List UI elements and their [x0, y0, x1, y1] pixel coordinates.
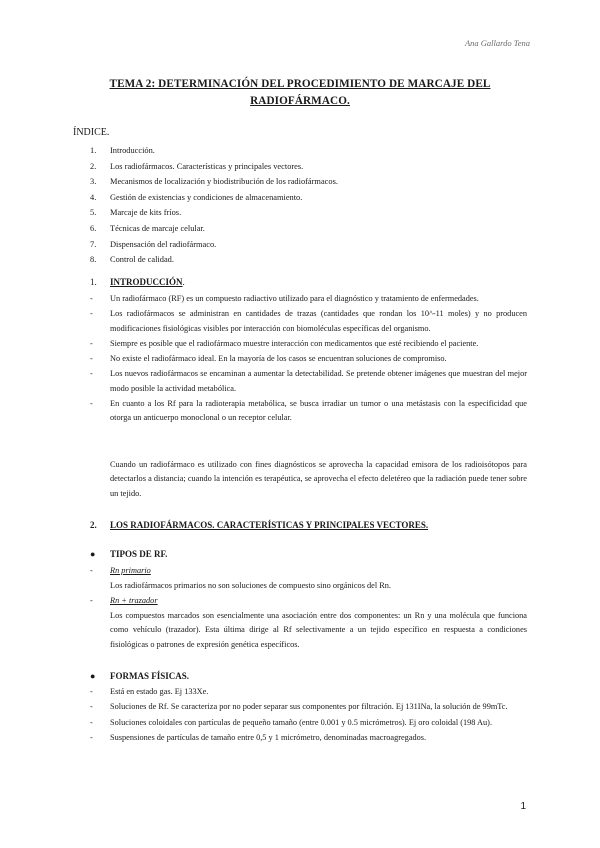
index-item: 5. Marcaje de kits fríos. [90, 208, 182, 218]
index-item: 8. Control de calidad. [90, 255, 174, 265]
forms-bullets [90, 685, 527, 746]
types-heading: ● TIPOS DE RF. [90, 549, 168, 559]
list-item: - Un radiofármaco (RF) es un compuesto radiactivo utilizado para el diagnóstico y tratamiento de enfermedades. [90, 294, 479, 303]
type-text: Los radiofármacos primarios no son soluciones de compuesto sino orgánicos del Rn. [110, 581, 391, 590]
list-item: - Los nuevos radiofármacos se encaminan a aumentar la detectabilidad. Se pretende obtener imágenes que muestran del mejor modo posible la actividad metabólica. [90, 369, 527, 393]
list-item: - Suspensiones de partículas de tamaño entre 0,5 y 1 micrómetro, denominadas macroagregados. [90, 732, 427, 742]
list-item: - En cuanto a los Rf para la radioterapia metabólica, se busca irradiar un tumor o una metástasis con la especificidad que otorga un anticuerpo monoclonal o un receptor celular. [90, 399, 527, 423]
page-title: TEMA 2: DETERMINACIÓN DEL PROCEDIMIENTO DE MARCAJE DEL RADIOFÁRMACO. [109, 78, 491, 107]
author-header: Ana Gallardo Tena [464, 38, 530, 48]
index-item: 7. Dispensación del radiofármaco. [90, 239, 217, 249]
list-item: - Siempre es posible que el radiofármaco muestre interacción con medicamentos que esté recibiendo el paciente. [90, 338, 479, 348]
index-item: 4. Gestión de existencias y condiciones de almacenamiento. [90, 192, 303, 202]
section1-bullets [90, 292, 527, 427]
index-list [90, 143, 510, 268]
page-number: 1 [520, 801, 526, 812]
list-item: - No existe el radiofármaco ideal. En la mayoría de los casos se encuentran soluciones de compromiso. [90, 354, 447, 364]
index-item: 2. Los radiofármacos. Características y principales vectores. [90, 161, 304, 171]
forms-heading: ● FORMAS FÍSICAS. [90, 671, 190, 681]
type-text: Los compuestos marcados son esencialmente una asociación entre dos componentes: un Rn y una molécula que funciona como vehículo (trazador). Esta última dirige al Rf selectivamente a un tejido específico en respuesta a condiciones fisiológicas o patrones de expresión genética específicos. [110, 611, 527, 649]
index-item: 1. Introducción. [90, 146, 155, 155]
index-item: 6. Técnicas de marcaje celular. [90, 223, 205, 233]
section1-paragraph: Cuando un radiofármaco es utilizado con fines diagnósticos se aprovecha la capacidad emisora de los radioisótopos para detectarlos a distancia; cuando la intención es terapéutica, se aprovecha el efecto deletéreo que la radiación puede tener sobre un tejido. [110, 460, 527, 498]
index-heading: ÍNDICE. [73, 127, 110, 138]
list-item: - Está en estado gas. Ej 133Xe. [90, 687, 209, 696]
list-item: - Los radiofármacos se administran en cantidades de trazas (cantidades que rondan los 10^-11 moles) y no producen modificaciones fisiológicas visibles por interacción con biomoléculas específicas del organismo. [90, 309, 527, 333]
list-item: - Soluciones coloidales con partículas de pequeño tamaño (entre 0.001 y 0.5 micrómetros). Ej oro coloidal (198 Au). [90, 717, 493, 727]
list-item: - Soluciones de Rf. Se caracteriza por no poder separar sus componentes por filtración. Ej 131INa, la solución de 99mTc. [90, 702, 508, 712]
section2-heading: 2. LOS RADIOFÁRMACOS. CARACTERÍSTICAS Y PRINCIPALES VECTORES. [90, 520, 429, 530]
section1-heading: 1. INTRODUCCIÓN. [90, 277, 185, 287]
index-item: 3. Mecanismos de localización y biodistribución de los radiofármacos. [90, 177, 338, 187]
